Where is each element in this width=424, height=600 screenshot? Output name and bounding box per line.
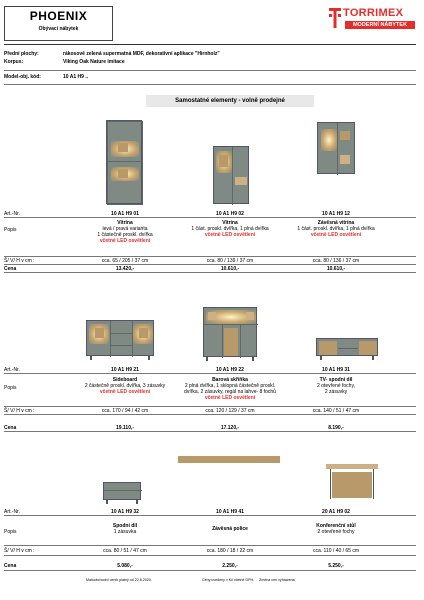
item-description: Konferenční stůl 2 otevřené fochy: [316, 523, 356, 535]
logo-name: TORRIMEX: [343, 7, 404, 19]
vitrina-12-image: [317, 122, 355, 174]
item-code: 10 A1 H9 31: [322, 367, 350, 373]
item-dims: cca. 180 / 18 / 22 cm: [206, 548, 254, 554]
brand-title: PHOENIX: [29, 9, 88, 23]
tv-lowboard-image: [316, 338, 378, 360]
item-description: Barová skříňka 2 plná dvířka, 1 sklopná částečně proskl. dvířka, 2 zásuvky, regál na lahve- 8 fochů včetně LED osvětlení: [184, 377, 276, 401]
item-description: Vitrína levá / pravá varianta 1 částečně proskl. dvířka včetně LED osvětlení: [97, 220, 153, 244]
item-code: 10 A1 H9 12: [322, 211, 350, 217]
item-price: 10.610,-: [326, 266, 346, 272]
item-dims: cca. 80 / 51 / 47 cm: [103, 548, 147, 554]
section-title: Samostatné elementy - volně prodejné: [146, 95, 314, 107]
item-price: 8.190,-: [328, 425, 344, 431]
dim-label-1: Š/ V/ H v cm :: [4, 258, 35, 264]
model-label: Model-obj. kód:: [4, 74, 41, 80]
popis-label-3: Popis: [4, 529, 17, 535]
item-code: 10 A1 H9 02: [216, 211, 244, 217]
item-price: 5.250,-: [328, 563, 344, 569]
art-label-1: Art.-Nr.: [4, 211, 20, 217]
item-dims: cca. 80 / 139 / 37 cm: [206, 258, 254, 264]
item-code: 10 A1 H9 41: [216, 509, 244, 515]
item-dims: cca. 170 / 94 / 42 cm: [101, 408, 149, 414]
cena-label-3: Cena: [4, 563, 17, 569]
body-value: Viking Oak Nature imitace: [63, 59, 125, 65]
item-price: 13.420,-: [115, 266, 135, 272]
art-label-2: Art.-Nr.: [4, 367, 20, 373]
item-code: 10 A1 H9 01: [111, 211, 139, 217]
item-description: TV- spodní díl 2 otevřené fochy, 2 zásuvky: [317, 377, 355, 395]
footer-note: Ceny uvedeny v Kč včetně DPH. Změna cen vyhrazena.: [202, 578, 296, 582]
item-description: Spodní díl 1 zásuvka: [112, 523, 138, 535]
item-price: 17.120,-: [220, 425, 240, 431]
item-price: 2.250,-: [222, 563, 238, 569]
vitrina-01-image: [106, 120, 142, 204]
surfaces-value: rákosově zelená supermatná MDF, dekorativní aplikace "Hirnholz": [63, 51, 220, 57]
surfaces-label: Přední plochy:: [4, 51, 39, 57]
item-dims: cca. 120 / 129 / 37 cm: [205, 408, 255, 414]
coffee-table-image: [326, 460, 378, 500]
item-price: 5.080,-: [117, 563, 133, 569]
sideboard-image: [86, 320, 154, 360]
cena-label-2: Cena: [4, 425, 17, 431]
item-description: Vitrína 1 část. proskl. dvířka, 1 plná dvířka včetně LED osvětlení: [191, 220, 269, 238]
footer-validity: Maloobchodní ceník platný od 22.6.2020.: [86, 578, 152, 582]
item-price: 10.610,-: [220, 266, 240, 272]
vitrina-02-image: [213, 146, 249, 204]
body-label: Korpus:: [4, 59, 24, 65]
item-dims: cca. 140 / 51 / 47 cm: [312, 408, 360, 414]
bar-cabinet-image: [203, 307, 257, 361]
brand-subtitle: Obývací nábytek: [38, 26, 79, 32]
item-code: 20 A1 H9 02: [322, 509, 350, 515]
popis-label-2: Popis: [4, 385, 17, 391]
item-code: 10 A1 H9 21: [111, 367, 139, 373]
logo-mark-icon: [327, 6, 343, 30]
brand-box: [4, 6, 113, 41]
item-code: 10 A1 H9 22: [216, 367, 244, 373]
logo-subtitle: MODERNÍ NÁBYTEK: [345, 21, 415, 29]
item-dims: cca. 80 / 136 / 37 cm: [312, 258, 360, 264]
torrimex-logo: [327, 6, 419, 40]
cena-label-1: Cena: [4, 266, 17, 272]
item-description: Závěsná police: [212, 526, 248, 532]
art-label-3: Art.-Nr.: [4, 509, 20, 515]
item-code: 10 A1 H9 32: [111, 509, 139, 515]
item-description: Sideboard 2 částečně proskl. dvířka, 3 zásuvky včetně LED osvětlení: [84, 377, 166, 395]
item-price: 19.110,-: [115, 425, 135, 431]
item-description: Závěsná vitrína 1 část. proskl. dvířka, 1 plná dvířka včetně LED osvětlení: [297, 220, 375, 238]
lowboard-small-image: [103, 482, 141, 504]
model-value: 10 A1 H9 ..: [63, 74, 89, 80]
item-dims: cca. 110 / 40 / 65 cm: [312, 548, 360, 554]
dim-label-3: Š/ V/ H v cm :: [4, 548, 35, 554]
wall-shelf-image: [178, 456, 280, 463]
dim-label-2: Š/ V/ H v cm :: [4, 408, 35, 414]
item-dims: cca. 65 / 205 / 37 cm: [101, 258, 149, 264]
popis-label-1: Popis: [4, 227, 17, 233]
